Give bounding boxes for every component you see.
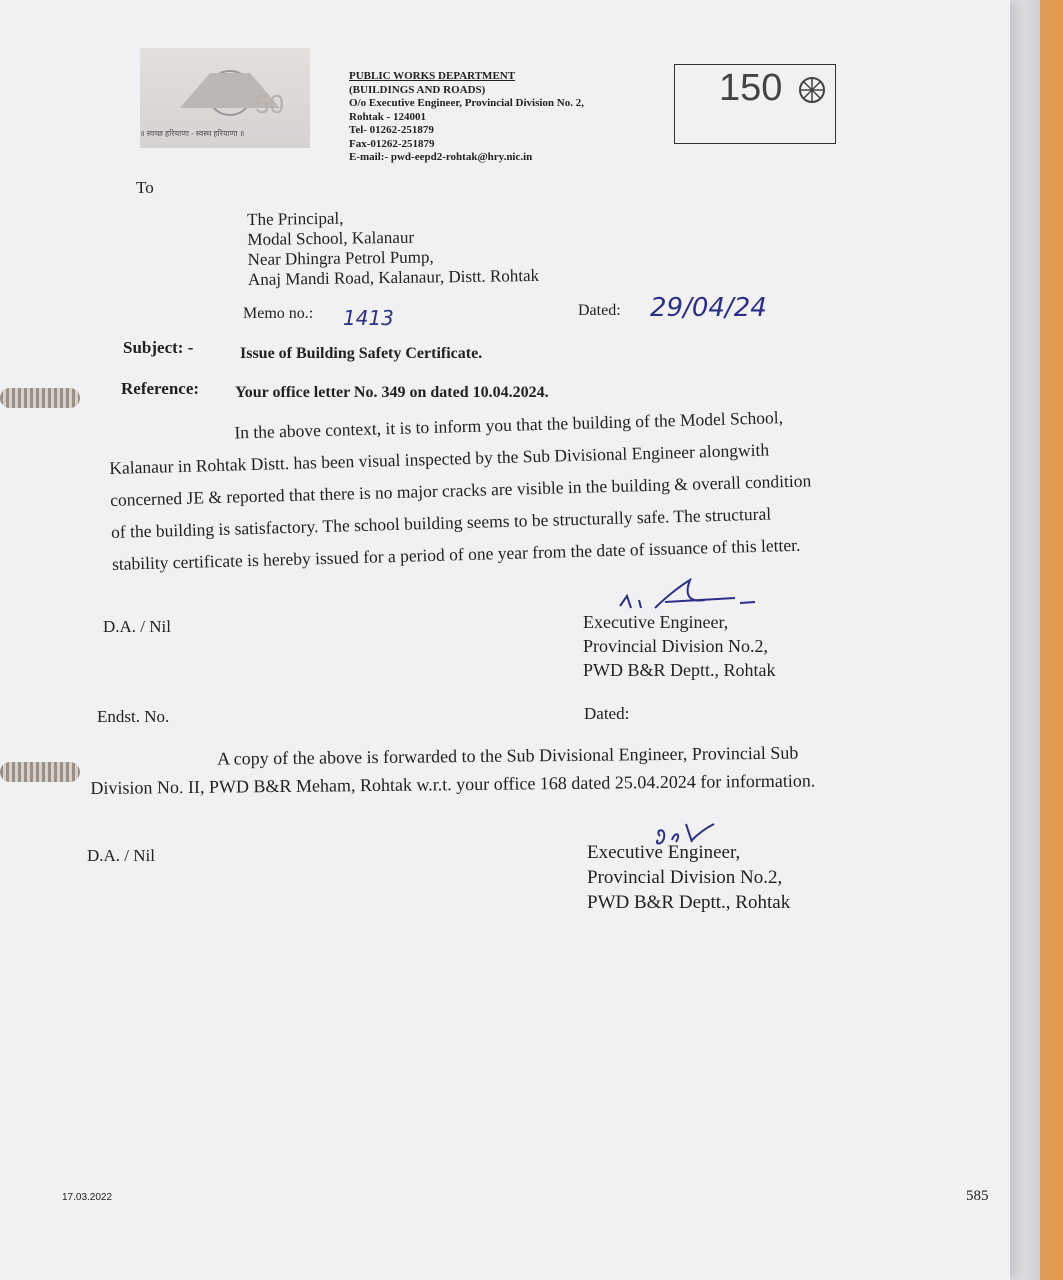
signatory-line: PWD B&R Deptt., Rohtak [587,892,791,913]
office-tel: Tel- 01262-251879 [349,124,434,136]
body-line: In the above context, it is to inform you that the building of the Model School, [234,407,784,443]
to-label: To [136,178,154,197]
body-line: concerned JE & reported that there is no major cracks are visible in the building & overall condition [109,470,812,510]
dept-name: PUBLIC WORKS DEPARTMENT [349,70,516,82]
subject-label: Subject: - [123,338,194,357]
signatory-line: PWD B&R Deptt., Rohtak [583,660,776,680]
subject-text: Issue of Building Safety Certificate. [240,345,483,362]
endst-label: Endst. No. [97,707,170,726]
binder-ring-top [0,388,80,408]
charkha-icon [797,75,827,105]
endst-dated-label: Dated: [584,704,630,723]
reference-label: Reference: [121,379,200,398]
signatory-line: Provincial Division No.2, [583,636,768,656]
gandhi-150-emblem [674,64,836,144]
addressee-line: Near Dhingra Petrol Pump, [247,247,434,269]
dated-value: 29/04/24 [650,293,767,323]
office-email: E-mail:- pwd-eepd2-rohtak@hry.nic.in [349,151,533,163]
body-line: Kalanaur in Rohtak Distt. has been visual inspected by the Sub Divisional Engineer alongwith [109,439,770,478]
office-fax: Fax-01262-251879 [349,137,435,150]
page-number: 585 [966,1188,989,1204]
page-stack-edge [1010,0,1040,1280]
reference-text: Your office letter No. 349 on dated 10.04.2024. [235,384,549,401]
signatory-line: Executive Engineer, [583,612,729,632]
office-city: Rohtak - 124001 [349,110,427,123]
da-nil: D.A. / Nil [103,617,171,636]
signatory-block-2 [587,840,790,915]
copy-line: Division No. II, PWD B&R Meham, Rohtak w.r.t. your office 168 dated 25.04.2024 for information. [90,770,816,798]
haryana-logo [140,48,310,148]
letterhead [349,70,584,165]
svg-text:50: 50 [255,89,284,119]
chariot-icon [140,48,310,128]
dated-label: Dated: [578,302,621,319]
footer-date: 17.03.2022 [62,1192,113,1203]
body-line: of the building is satisfactory. The school building seems to be structurally safe. The structural [110,503,772,542]
addressee-block [247,206,539,290]
addressee-line: Modal School, Kalanaur [247,227,415,249]
addressee-line: The Principal, [247,208,344,229]
addressee-line: Anaj Mandi Road, Kalanaur, Distt. Rohtak [247,265,540,289]
binder-ring-bottom [0,762,80,782]
logo-caption: ॥ स्वच्छ हरियाणा - स्वस्थ हरियाणा ॥ [140,129,245,138]
da-nil-2: D.A. / Nil [87,846,155,865]
emblem-number: 150 [719,67,783,109]
sub-dept: (BUILDINGS AND ROADS) [349,83,486,96]
signatory-line: Provincial Division No.2, [587,867,783,888]
copy-text [90,738,815,802]
body-line: stability certificate is hereby issued for a period of one year from the date of issuance of this letter. [111,534,801,574]
copy-line: A copy of the above is forwarded to the Sub Divisional Engineer, Provincial Sub [217,742,799,769]
office-name: O/o Executive Engineer, Provincial Division No. 2, [349,97,584,109]
memo-number: 1413 [343,306,394,330]
signatory-block [583,610,776,682]
signatory-line: Executive Engineer, [587,842,741,863]
memo-label: Memo no.: [243,305,314,322]
letter-body [108,397,922,580]
